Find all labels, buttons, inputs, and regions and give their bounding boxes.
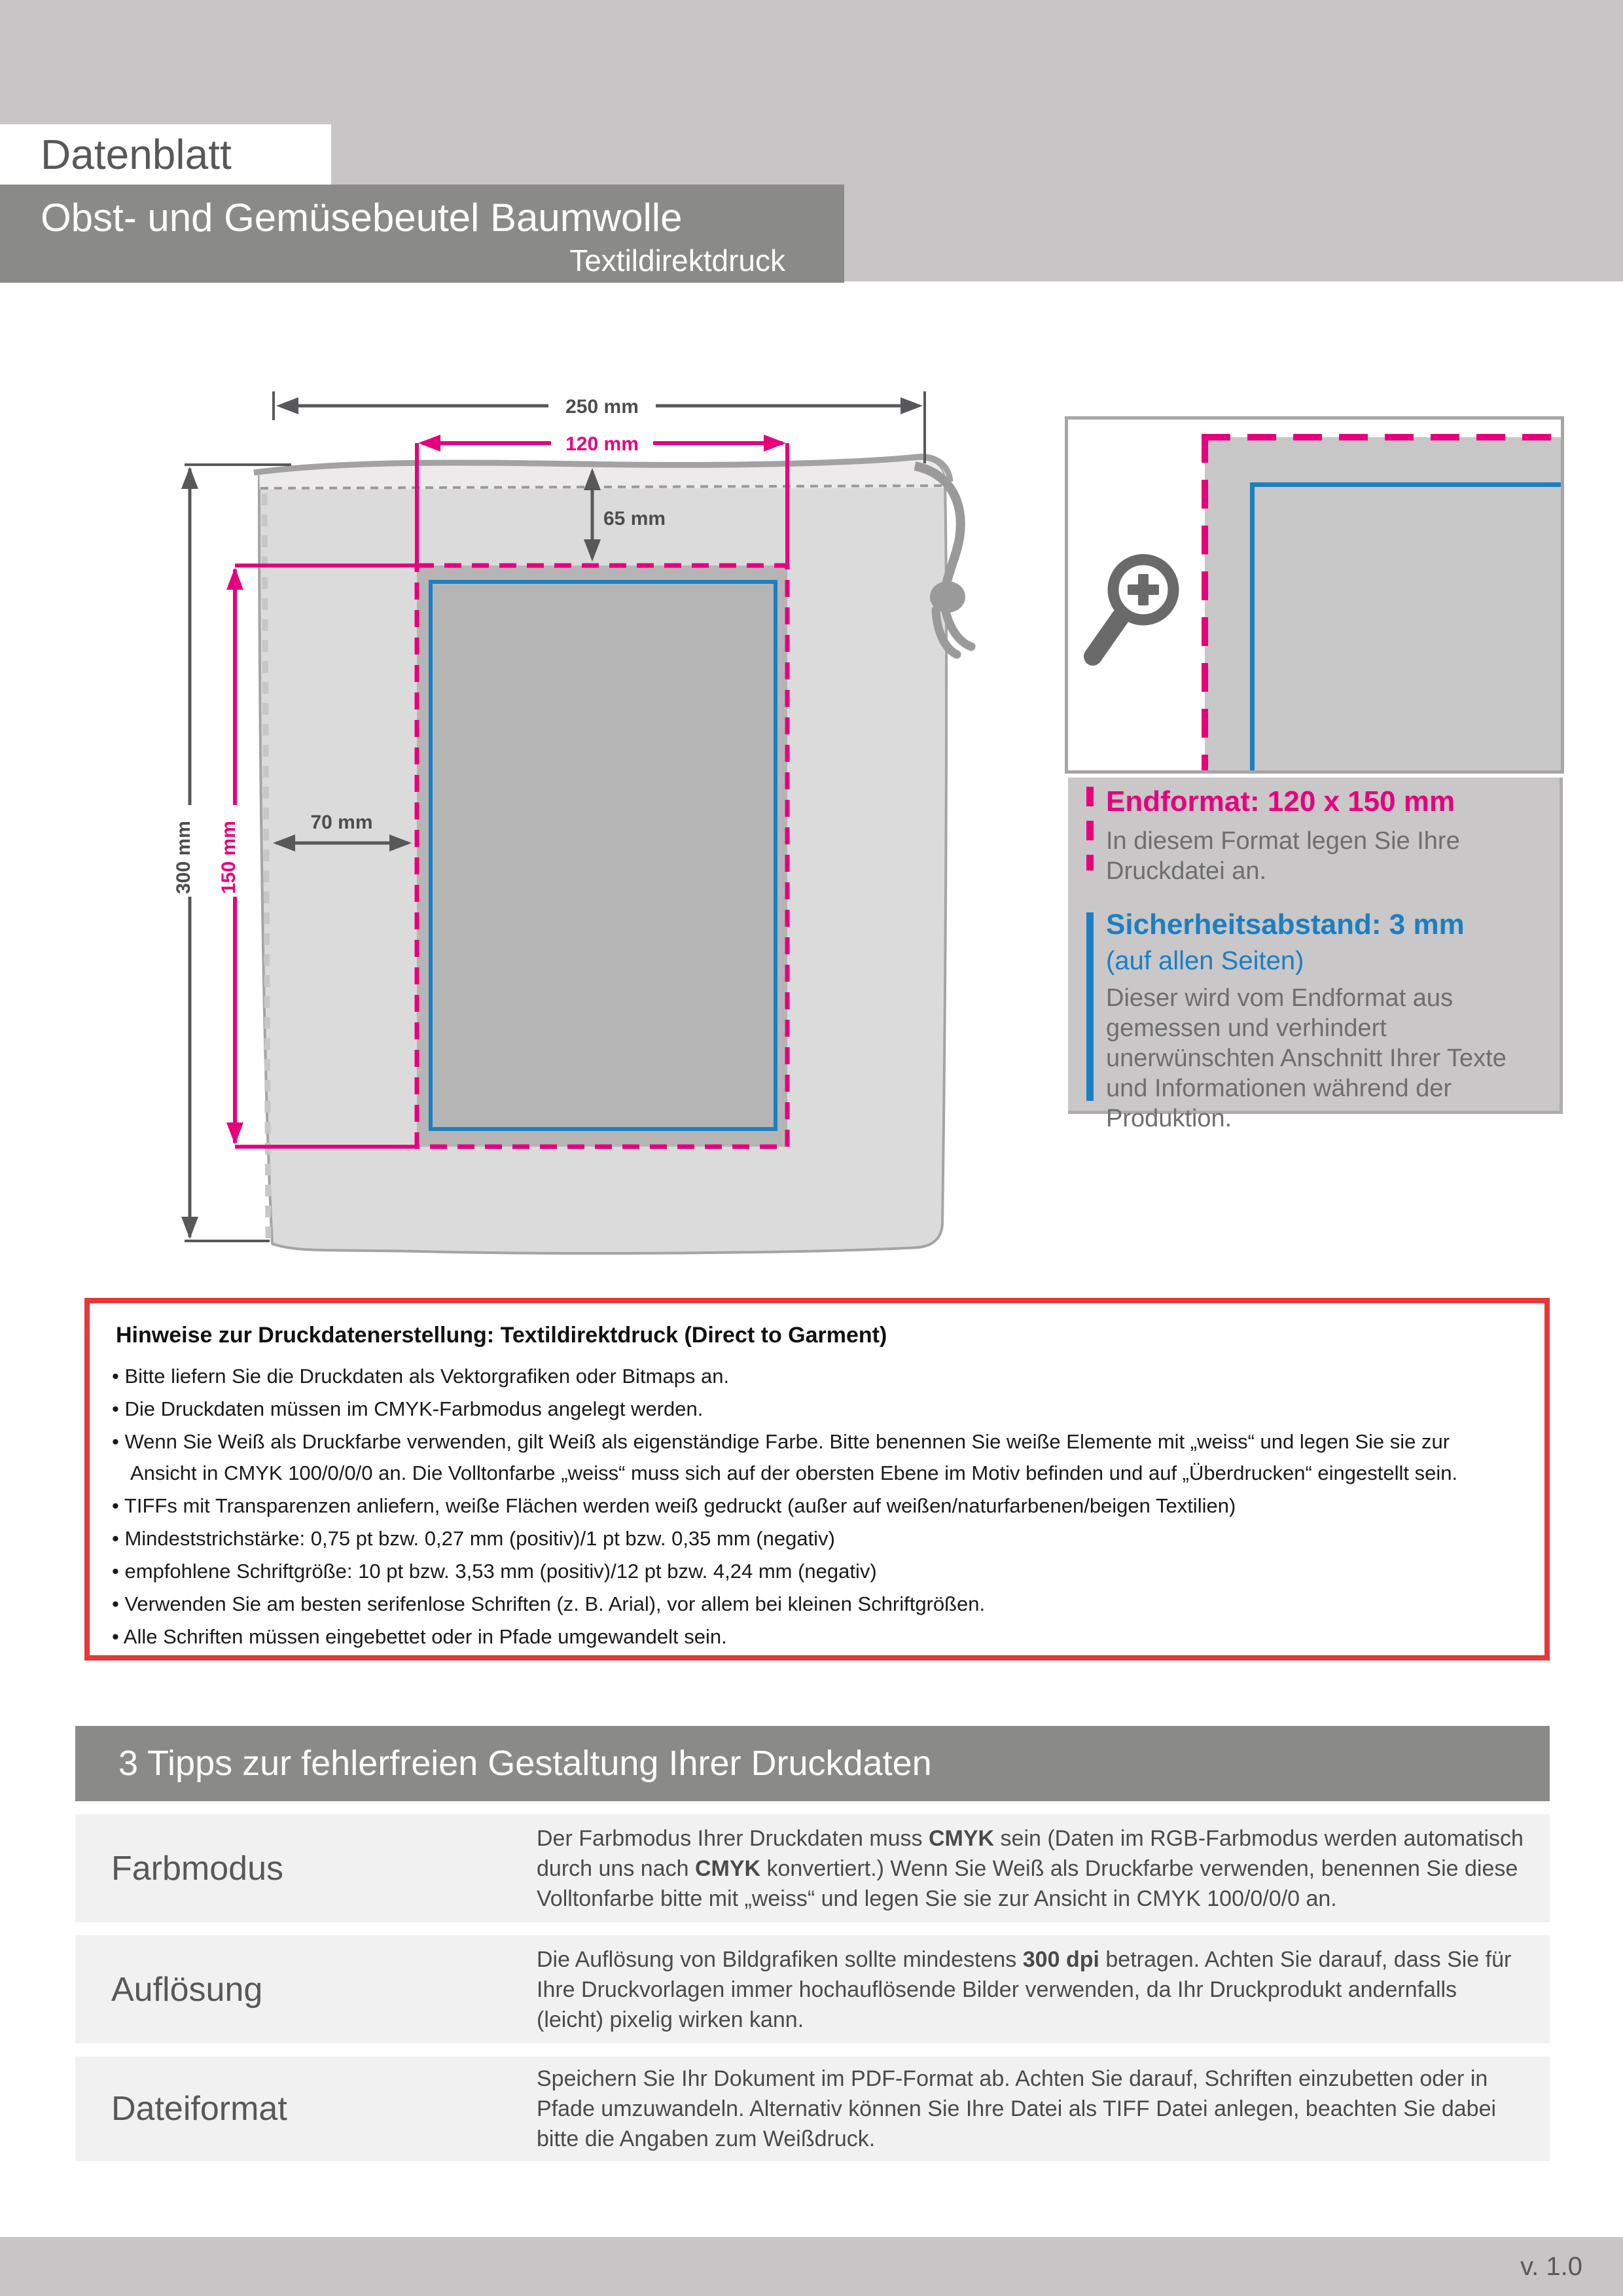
magnifier-icon xyxy=(1075,537,1205,681)
footer-bar xyxy=(0,2237,1623,2296)
doc-label: Datenblatt xyxy=(41,131,232,178)
notes-title: Hinweise zur Druckdatenerstellung: Textildirektdruck (Direct to Garment) xyxy=(116,1323,887,1348)
legend-panel xyxy=(1068,778,1563,1132)
arrow xyxy=(226,567,243,590)
note-item: • TIFFs mit Transparenzen anliefern, weiße Flächen werden weiß gedruckt (außer auf weißen/naturfarbenen/beigen Textilien) xyxy=(112,1490,1512,1522)
detail-safety-edge-left xyxy=(1250,482,1255,772)
dim-65-label: 65 mm xyxy=(603,508,666,529)
dim-120-label: 120 mm xyxy=(565,433,639,455)
dim-250-label: 250 mm xyxy=(565,396,639,418)
arrow xyxy=(764,435,786,452)
dim-150-label: 150 mm xyxy=(218,821,240,894)
safety-title: Sicherheitsabstand: 3 mm xyxy=(1106,908,1465,941)
detail-endformat-edge-top xyxy=(1202,434,1562,440)
print-area xyxy=(417,565,787,1147)
tip-label: Dateiformat xyxy=(111,2090,287,2128)
endformat-text: In diesem Format legen Sie Ihre Druckdatei an. xyxy=(1106,827,1460,885)
dim-300-label: 300 mm xyxy=(173,821,194,894)
endformat-title: Endformat: 120 x 150 mm xyxy=(1106,785,1455,817)
arrow xyxy=(901,397,923,414)
detail-print-area xyxy=(1205,437,1562,772)
note-item: • Wenn Sie Weiß als Druckfarbe verwenden, gilt Weiß als eigenständige Farbe. Bitte benennen Sie weiße Elemente mit „weiss“ und legen Sie sie zur Ansicht in CMYK 100/0/0/0 an. Die Volltonfarbe „weiss“ muss sich auf der obersten Ebene im Motiv befinden und auf „Überdrucken“ eingestellt sein. xyxy=(112,1426,1512,1489)
tips-banner-text: 3 Tipps zur fehlerfreien Gestaltung Ihrer Druckdaten xyxy=(118,1744,932,1783)
note-item: • Mindeststrichstärke: 0,75 pt bzw. 0,27 mm (positiv)/1 pt bzw. 0,35 mm (negativ) xyxy=(112,1523,1512,1554)
arrow xyxy=(181,1217,198,1239)
tip-text: Speichern Sie Ihr Dokument im PDF-Format ab. Achten Sie darauf, Schriften einzubetten oder in Pfade umzuwandeln. Alternativ können Sie Ihre Datei als TIFF Datei anlegen, beachten Sie dabei bitte die Angaben zum Weißdruck. xyxy=(537,2066,1497,2151)
arrow xyxy=(276,397,298,414)
safety-subtitle: (auf allen Seiten) xyxy=(1106,946,1304,975)
note-item: • Alle Schriften müssen eingebettet oder in Pfade umgewandelt sein. xyxy=(112,1621,1512,1653)
drawstring-tassel xyxy=(945,609,971,647)
product-title: Obst- und Gemüsebeutel Baumwolle xyxy=(41,196,683,240)
tip-label: Farbmodus xyxy=(111,1849,283,1888)
arrow xyxy=(226,1122,243,1145)
safety-bar xyxy=(1086,912,1094,1101)
notes-box xyxy=(84,1298,1550,1660)
dim-70-label: 70 mm xyxy=(310,812,373,833)
note-item: • Die Druckdaten müssen im CMYK-Farbmodus angelegt werden. xyxy=(112,1393,1512,1425)
detail-zoom-box xyxy=(1065,416,1564,774)
note-item: • Verwenden Sie am besten serifenlose Schriften (z. B. Arial), vor allem bei kleinen Schriftgrößen. xyxy=(112,1588,1512,1620)
tip-row-farbmodus xyxy=(75,1814,1550,1922)
endformat-dash-bar xyxy=(1086,787,1094,870)
safety-text: Dieser wird vom Endformat aus gemessen und verhindert unerwünschten Anschnitt Ihrer Texte und Informationen während der Produktion. xyxy=(1106,984,1507,1132)
tip-row-dateiformat xyxy=(75,2056,1550,2161)
note-item: • Bitte liefern Sie die Druckdaten als Vektorgrafiken oder Bitmaps an. xyxy=(112,1361,1512,1392)
tips-banner xyxy=(75,1726,1550,1801)
title-banner xyxy=(0,185,844,283)
arrow xyxy=(418,435,440,452)
tip-text: Der Farbmodus Ihrer Druckdaten muss CMYK sein (Daten im RGB-Farbmodus werden automatisch durch uns nach CMYK konvertiert.) Wenn Sie Weiß als Druckfarbe verwenden, benennen Sie diese Volltonfarbe bitte mit „weiss“ und legen Sie sie zur Ansicht in CMYK 100/0/0/0 an. xyxy=(537,1825,1524,1911)
tip-label: Auflösung xyxy=(111,1970,263,2009)
notes-list xyxy=(112,1361,1512,1654)
tip-row-aufloesung xyxy=(75,1935,1550,2043)
detail-safety-edge-top xyxy=(1250,482,1562,487)
arrow xyxy=(181,467,198,489)
print-method: Textildirektdruck xyxy=(569,243,785,278)
version-label: v. 1.0 xyxy=(1520,2252,1582,2281)
tip-text: Die Auflösung von Bildgrafiken sollte mindestens 300 dpi betragen. Achten Sie darauf, dass Sie für Ihre Druckvorlagen immer hochauflösende Bilder verwenden, da Ihr Druckprodukt andernfalls (leicht) pixelig wirken kann. xyxy=(537,1946,1512,2032)
doc-label-box xyxy=(0,124,331,185)
note-item: • empfohlene Schriftgröße: 10 pt bzw. 3,53 mm (positiv)/12 pt bzw. 4,24 mm (negativ) xyxy=(112,1556,1512,1587)
